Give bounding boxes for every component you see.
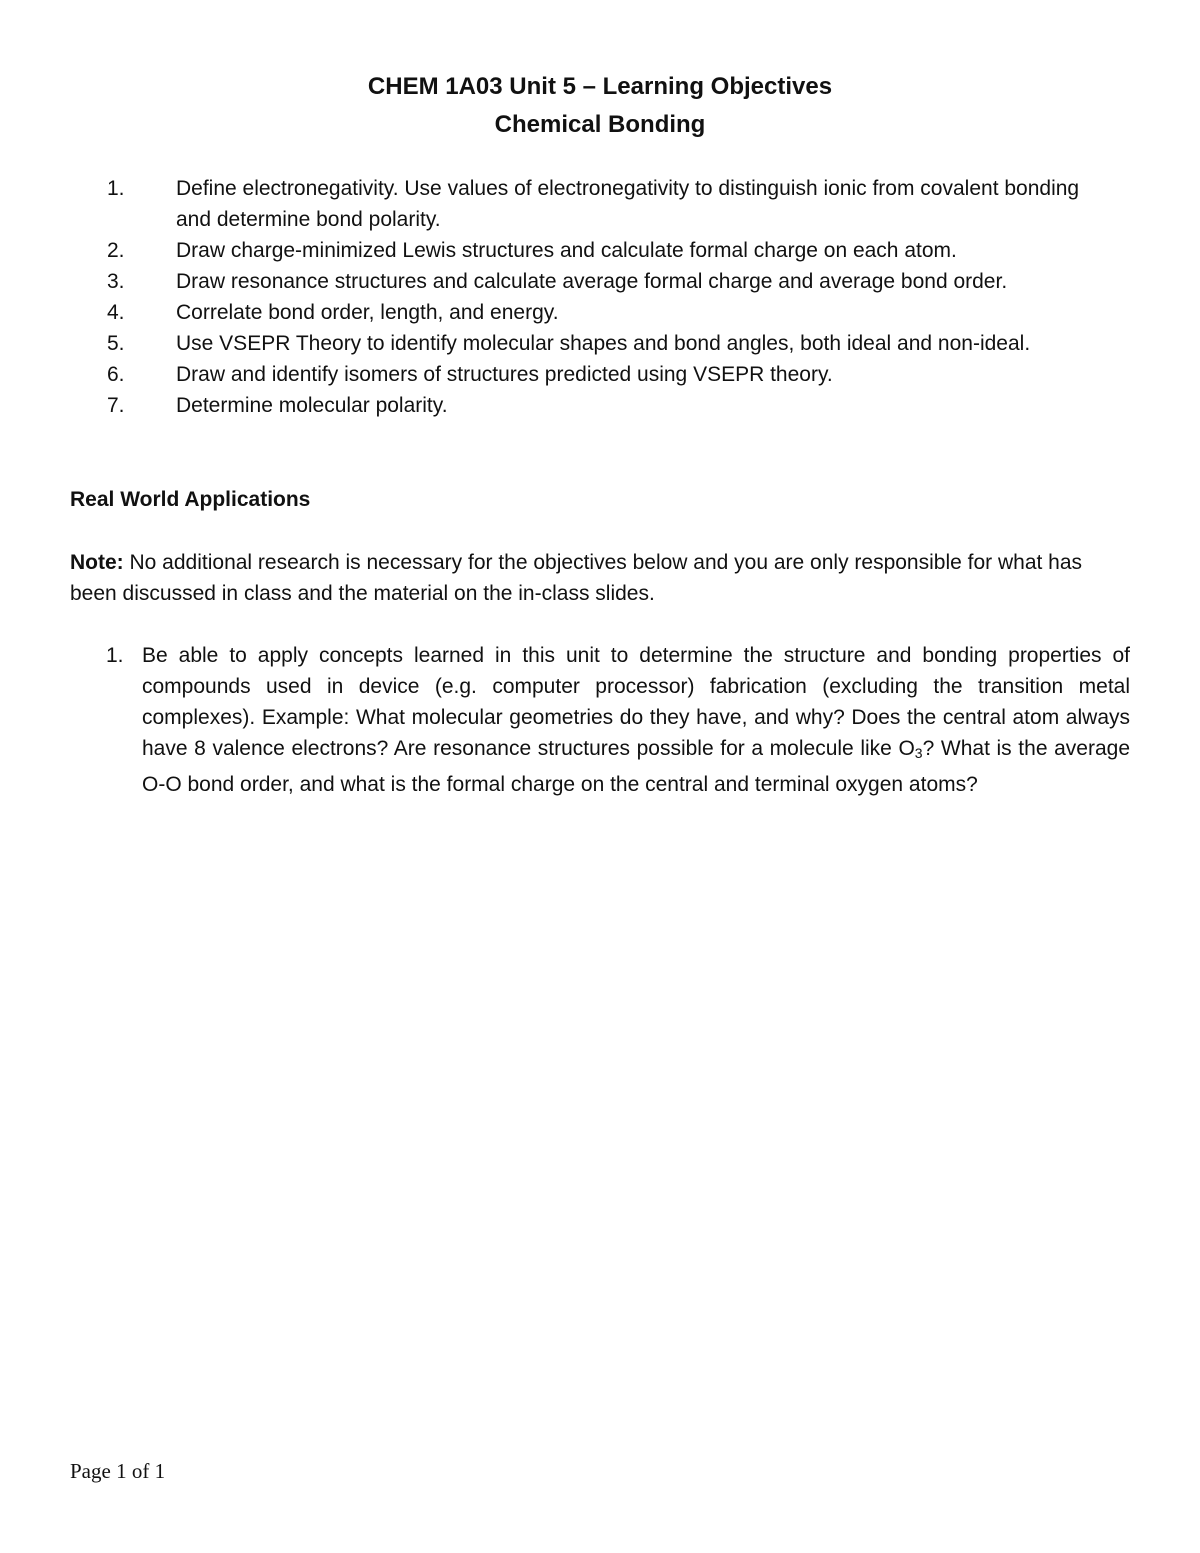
objective-text: Draw and identify isomers of structures predicted using VSEPR theory.: [176, 363, 833, 386]
objective-item: [70, 390, 1130, 421]
objective-text: Correlate bond order, length, and energy.: [176, 301, 559, 324]
objective-text: Draw resonance structures and calculate average formal charge and average bond order.: [176, 270, 1008, 293]
objective-item: [70, 235, 1130, 266]
note-paragraph: [70, 547, 1120, 609]
objective-item: [70, 359, 1130, 390]
objective-item: [70, 266, 1130, 297]
application-text-end: ? What is the average O-O bond order, and what is the formal charge on the central and terminal oxygen atoms?: [142, 737, 1131, 796]
section-heading: Real World Applications: [70, 488, 311, 511]
objective-number: 2.: [107, 239, 125, 262]
application-text: [142, 640, 1130, 800]
objective-text: Determine molecular polarity.: [176, 394, 448, 417]
learning-objectives-list: [70, 173, 1130, 421]
objective-text: Draw charge-minimized Lewis structures and calculate formal charge on each atom.: [176, 239, 957, 262]
objective-item: [70, 297, 1130, 328]
document-subtitle: Chemical Bonding: [494, 111, 706, 138]
application-number: 1.: [106, 644, 124, 667]
application-text-main: Be able to apply concepts learned in this unit to determine the structure and bonding properties of compounds used in device (e.g. computer processor) fabrication (excluding the transition metal complexes). Example: What molecular geometries do they have, and why? Does the central atom always have 8 valence electrons? Are resonance structures possible for a molecule like O: [142, 644, 1130, 760]
objective-number: 7.: [107, 394, 125, 417]
note-label: Note:: [70, 551, 124, 574]
objective-item: [70, 173, 1130, 235]
ozone-subscript: 3: [914, 745, 923, 761]
objective-text: Use VSEPR Theory to identify molecular shapes and bond angles, both ideal and non-ideal.: [176, 332, 1031, 355]
objective-text: Define electronegativity. Use values of electronegativity to distinguish ionic from covalent bonding and determine bond polarity.: [176, 177, 1080, 231]
objective-number: 3.: [107, 270, 125, 293]
objective-number: 4.: [107, 301, 125, 324]
document-title: CHEM 1A03 Unit 5 – Learning Objectives: [367, 73, 833, 100]
applications-list: [70, 640, 1130, 800]
objective-number: 1.: [107, 177, 125, 200]
page-number: Page 1 of 1: [70, 1459, 166, 1483]
objective-number: 5.: [107, 332, 125, 355]
note-text: No additional research is necessary for the objectives below and you are only responsible for what has been discussed in class and the material on the in-class slides.: [70, 551, 1083, 605]
objective-number: 6.: [107, 363, 125, 386]
application-item: [70, 640, 1130, 800]
objective-item: [70, 328, 1130, 359]
